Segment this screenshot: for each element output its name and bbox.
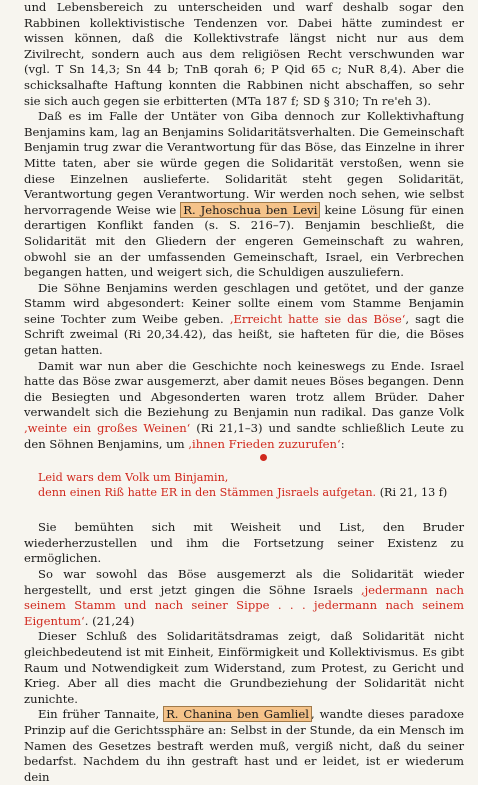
paragraph-5 — [24, 520, 464, 567]
paragraph-1 — [24, 0, 464, 109]
verse-line-1: Leid wars dem Volk um Binjamin, — [38, 471, 229, 485]
paragraph-8-text-a: Ein früher Tannaite, — [38, 707, 160, 722]
paragraph-4-text-b: (Ri 21,1–3) und sandte schließlich Leute zu den Söhnen Benjamins, um — [24, 421, 464, 451]
paragraph-6-text-b: . (21,24) — [84, 613, 135, 628]
paragraph-5-text: Sie bemühten sich mit Weisheit und List, den Bruder wiederherzustellen und ihm die Fortsetzung seiner Existenz zu ermöglichen. — [24, 520, 464, 566]
paragraph-8 — [24, 707, 464, 785]
paragraph-1-text: und Lebensbereich zu unterscheiden und warf deshalb sogar den Rabbinen kollektivistische Tendenzen vor. Dabei hätte zumindest er wissen können, daß die Kollektivstrafe längst nicht nur aus dem Zivilrecht, sondern auch aus dem religiösen Recht verschwunden war (vgl. T Sn 14,3; Sn 44 b; TnB qorah 6; P Qid 65 c; NuR 8,4). Aber die schicksalhafte Haftung konnten die Rabbinen nicht abschaffen, so sehr sie sich auch gegen sie erbitterten (MTa 187 f; SD § 310; Tn re'eh 3). — [24, 0, 464, 108]
red-quote-weinen: ‚weinte ein großes Weinen‘ — [24, 421, 191, 436]
verse-quote — [38, 470, 464, 500]
paragraph-8-text-b: , wandte dieses paradoxe Prinzip auf die Gerichtssphäre an: Selbst in der Stunde, da ein Mensch im Namen des Gesetzes bestraft werden muß, vergiß nicht, daß du seiner bedarfst. Nachdem du ihn gestraft hast und er leidet, ist er wiederum dein — [24, 707, 464, 784]
highlighted-name-chanina: R. Chanina ben Gamliel — [166, 707, 309, 722]
red-quote-frieden: ‚ihnen Frieden zuzurufen‘ — [188, 436, 341, 451]
red-quote-stamm: ‚jedermann nach seinem Stamm und nach seiner Sippe . . . jedermann nach seinem Eigentum‘ — [24, 582, 464, 628]
paragraph-2-text-a: Daß es im Falle der Untäter von Giba dennoch zur Kollektivhaftung Benjamins kam, lag an Benjamins Solidaritätsverhalten. Die Gemeinschaft Benjamin trug zwar die Verantwortung für das Böse, das Einzelne in ihrer Mitte taten, aber sie würde gegen die Solidarität verstoßen, wenn sie diese Einzelnen auslieferte. Solidarität steht gegen Solidarität, Verantwortung gegen Verantwortung. Wir werden noch sehen, wie selbst hervorragende Weise wie — [24, 109, 464, 217]
paragraph-2-text-b: keine Lösung für einen derartigen Konflikt fanden (s. S. 216–7). Benjamin beschließt, die Solidarität mit den Gliedern der engeren Gemeinschaft zu wahren, obwohl sie an der umfassenden Gemeinschaft, Israel, ein Verbrechen begangen hatten, und weigert sich, die Schuldigen auszuliefern. — [24, 202, 464, 280]
paragraph-6 — [24, 567, 464, 629]
body-text — [24, 0, 464, 785]
paragraph-7 — [24, 629, 464, 707]
verse-line-2: denn einen Riß hatte ER in den Stämmen Jisraels aufgetan. — [38, 486, 377, 500]
paragraph-4-text-a: Damit war nun aber die Geschichte noch keineswegs zu Ende. Israel hatte das Böse zwar ausgemerzt, aber damit neues Böses begangen. Denn die Besiegten und Abgesonderten waren trotz allem Brüder. Daher verwandelt sich die Beziehung zu Benjamin nun radikal. Das ganze Volk — [24, 358, 464, 420]
verse-reference: (Ri 21, 13 f) — [379, 486, 448, 500]
paragraph-4-text-c: : — [340, 436, 345, 451]
paragraph-3-text-a: Die Söhne Benjamins werden geschlagen und getötet, und der ganze Stamm wird abgesondert: Keiner sollte einem vom Stamme Benjamin seine Tochter zum Weibe geben. — [24, 280, 464, 326]
red-mark — [260, 454, 267, 461]
paragraph-6-text-a: So war sowohl das Böse ausgemerzt als die Solidarität wieder hergestellt, und erst jetzt gingen die Söhne Israels — [24, 567, 464, 597]
paragraph-4 — [24, 359, 464, 453]
highlighted-name-jehoschua: R. Jehoschua ben Levi — [183, 202, 318, 217]
paragraph-3 — [24, 281, 464, 359]
paragraph-2 — [24, 109, 464, 281]
paragraph-7-text: Dieser Schluß des Solidaritätsdramas zeigt, daß Solidarität nicht gleichbedeutend ist mit Einheit, Einförmigkeit und Kollektivismus. Es gibt Raum und Notwendigkeit zum Widerstand, zum Protest, zu Gericht und Krieg. Aber all dies macht die Grundbeziehung der Solidarität nicht zunichte. — [24, 629, 464, 706]
paragraph-3-text-b: , sagt die Schrift zweimal (Ri 20,34.42), das heißt, sie hafteten für die, die Böses getan hatten. — [24, 311, 464, 358]
verse-line-2-wrap — [38, 485, 464, 500]
red-quote-boese: ‚Erreicht hatte sie das Böse‘ — [229, 311, 406, 326]
